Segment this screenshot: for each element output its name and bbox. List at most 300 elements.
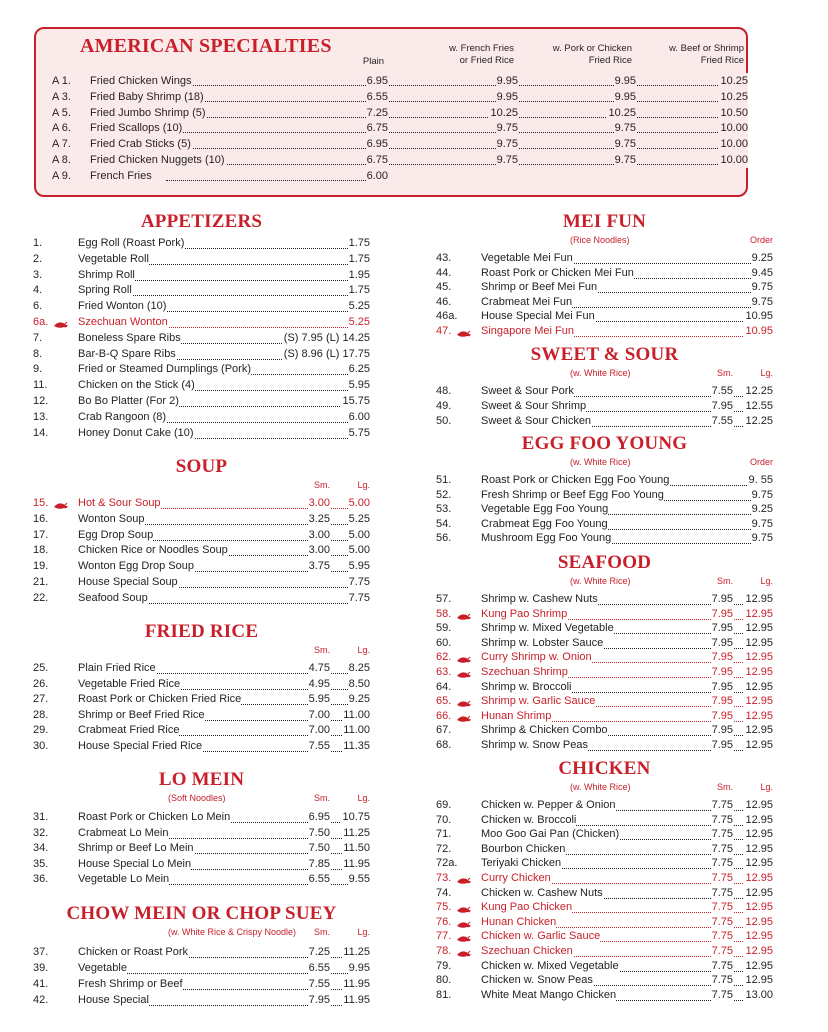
menu-item-row: [436, 900, 773, 916]
dot-leader: [118, 263, 360, 265]
item-name: House Special Lo Mein: [78, 857, 192, 870]
item-name: Shrimp w. Mixed Vegetable: [481, 622, 614, 635]
item-name: House Special Fried Rice: [78, 740, 203, 752]
menu-item-row: [436, 738, 773, 754]
menu-item-row: [436, 592, 773, 608]
item-name: Moo Goo Gai Pan (Chicken): [481, 828, 620, 841]
item-price: 12.95: [745, 607, 773, 620]
item-price: 7.75: [711, 988, 733, 1001]
item-price: 1.95: [348, 268, 370, 281]
item-number: 63.: [436, 666, 452, 678]
item-number: 48.: [436, 385, 452, 397]
item-price: 6.00: [366, 169, 388, 182]
menu-item-row: [436, 488, 773, 504]
item-number: A 6.: [52, 122, 71, 135]
item-price: 7.75: [711, 886, 733, 899]
item-price: 10.00: [720, 154, 748, 166]
menu-item-row: [33, 708, 370, 724]
item-price: 10.75: [342, 811, 370, 823]
item-name: Roast Pork or Chicken Fried Rice: [78, 693, 242, 706]
item-price: 11.95: [343, 994, 370, 1006]
menu-item-row: [33, 394, 370, 410]
menu-item-row: [33, 945, 370, 961]
item-price: 12.95: [745, 959, 773, 972]
item-price: 1.75: [348, 252, 370, 265]
item-number: 69.: [436, 799, 452, 811]
item-name: Crabmeat Lo Mein: [78, 826, 169, 839]
item-price: 12.95: [745, 709, 773, 722]
item-price: 7.95: [711, 680, 733, 693]
size-label: Lg.: [357, 793, 370, 803]
item-price: (S) 7.95 (L) 14.25: [283, 331, 370, 344]
size-label: Sm.: [716, 368, 733, 378]
item-price: 9.75: [751, 532, 773, 545]
item-number: 26.: [33, 677, 49, 690]
item-number: 59.: [436, 622, 452, 635]
item-name: Shrimp Roll: [78, 268, 135, 281]
menu-item-row: [436, 621, 773, 637]
item-price: 7.75: [711, 799, 733, 811]
item-price: 7.55: [308, 978, 330, 990]
item-price: 10.95: [745, 325, 773, 337]
item-name: Curry Shrimp w. Onion: [481, 651, 592, 664]
item-price: 11.50: [343, 842, 370, 855]
menu-item-row: [33, 723, 370, 739]
menu-item-row: [33, 872, 370, 888]
item-price: 5.25: [348, 300, 370, 313]
item-price: 3.25: [308, 512, 330, 525]
size-label: Sm.: [313, 793, 330, 803]
dot-leader: [166, 84, 740, 86]
item-price: 3.75: [308, 560, 330, 573]
item-name: Sweet & Sour Pork: [481, 385, 574, 397]
dot-leader: [166, 179, 380, 181]
section-title: FRIED RICE: [144, 621, 259, 642]
item-number: 29.: [33, 724, 49, 737]
menu-item-row: [436, 871, 773, 887]
item-name: Fried or Steamed Dumplings (Pork): [78, 363, 252, 376]
dot-leader: [118, 279, 360, 281]
menu-item-row: [33, 252, 370, 268]
item-name: Shrimp or Beef Mei Fun: [481, 281, 598, 294]
item-number: 74.: [436, 886, 452, 899]
column-header: Plain: [362, 56, 384, 67]
item-name: Mushroom Egg Foo Young: [481, 532, 612, 545]
item-price: 3.00: [308, 528, 330, 541]
item-name: Shrimp w. Broccoli: [481, 680, 572, 693]
menu-item-row: [436, 266, 773, 282]
item-number: 81.: [436, 988, 452, 1001]
american-specialties-box: [34, 27, 748, 197]
size-label: Sm.: [313, 927, 330, 937]
dot-leader: [166, 100, 740, 102]
item-name: Vegetable Lo Mein: [78, 873, 170, 886]
menu-item-row: [33, 841, 370, 857]
menu-item-row: [436, 309, 773, 325]
item-name: Bar-B-Q Spare Ribs: [78, 347, 176, 360]
item-price: 12.55: [745, 399, 773, 412]
item-name: Chicken or Roast Pork: [78, 946, 189, 958]
item-number: 35.: [33, 857, 49, 870]
menu-item-row: [436, 915, 773, 931]
item-price: 11.25: [343, 826, 370, 839]
item-price: 12.95: [745, 651, 773, 664]
size-label: Order: [749, 235, 773, 245]
item-price: 12.25: [745, 414, 773, 427]
item-name: Chicken w. Broccoli: [481, 813, 577, 826]
item-number: 52.: [436, 488, 452, 501]
section-subtitle: (Rice Noodles): [570, 235, 630, 245]
item-price: 7.95: [711, 622, 733, 635]
item-price: 10.25: [720, 75, 748, 87]
item-price: 7.75: [711, 901, 733, 914]
item-price: 9.25: [751, 252, 773, 264]
menu-item-row: [436, 723, 773, 739]
item-number: 42.: [33, 994, 49, 1006]
section-title: SEAFOOD: [557, 552, 652, 573]
item-number: 68.: [436, 739, 452, 751]
menu-item-row: [436, 694, 773, 710]
menu-item-row: [33, 993, 370, 1009]
item-name: House Special: [78, 994, 149, 1006]
section-subtitle: (Soft Noodles): [168, 793, 226, 803]
menu-item-row: [33, 283, 370, 299]
item-price: 9.75: [751, 517, 773, 530]
item-price: 12.95: [745, 799, 773, 811]
item-name: Szechuan Chicken: [481, 945, 573, 957]
item-number: 58.: [436, 607, 452, 620]
menu-item-row: [436, 798, 773, 814]
menu-item-row: [33, 977, 370, 993]
menu-item-row: [436, 636, 773, 652]
item-price: 7.75: [711, 945, 733, 957]
item-price: 10.00: [720, 122, 748, 135]
item-price: 7.55: [308, 740, 330, 752]
menu-item-row: [436, 502, 773, 518]
size-label: Sm.: [313, 645, 330, 655]
item-number: 18.: [33, 544, 49, 557]
item-name: Vegetable Roll: [78, 252, 149, 265]
item-name: Hunan Chicken: [481, 915, 557, 928]
size-label: Lg.: [357, 480, 370, 490]
item-number: 15.: [33, 497, 49, 509]
item-price: 4.75: [308, 662, 330, 674]
item-price: 10.95: [745, 310, 773, 323]
item-name: Fried Baby Shrimp (18): [90, 90, 204, 103]
item-number: 70.: [436, 813, 452, 826]
item-name: Teriyaki Chicken: [481, 857, 562, 870]
menu-item-row: [436, 813, 773, 829]
size-label: Lg.: [357, 927, 370, 937]
item-number: 46.: [436, 295, 452, 308]
menu-item-row: [33, 299, 370, 315]
item-price: 6.55: [308, 962, 330, 974]
item-number: 1.: [33, 237, 43, 249]
item-number: 78.: [436, 945, 452, 957]
item-name: Vegetable Mei Fun: [481, 252, 573, 264]
item-price: 12.95: [745, 724, 773, 737]
item-name: Honey Donut Cake (10): [78, 426, 194, 439]
item-number: 72a.: [436, 857, 458, 870]
item-price: 6.25: [348, 363, 370, 376]
item-number: 22.: [33, 591, 49, 604]
item-price: 6.95: [366, 75, 388, 87]
item-price: 7.75: [711, 930, 733, 943]
menu-item-row: [36, 120, 750, 136]
item-name: Shrimp & Chicken Combo: [481, 724, 608, 737]
item-number: 47.: [436, 325, 452, 337]
menu-item-row: [436, 414, 773, 430]
section-subtitle: (w. White Rice): [570, 576, 631, 586]
item-name: Wonton Soup: [78, 512, 145, 525]
item-price: 11.95: [343, 978, 370, 990]
item-number: 11.: [33, 379, 48, 392]
item-name: Wonton Egg Drop Soup: [78, 560, 194, 573]
item-price: 6.55: [366, 90, 388, 103]
item-price: 9.95: [496, 75, 518, 87]
menu-item-row: [33, 331, 370, 347]
item-name: Vegetable Fried Rice: [78, 677, 181, 690]
menu-item-row: [436, 473, 773, 489]
item-price: 12.95: [745, 915, 773, 928]
size-label: Lg.: [760, 368, 773, 378]
section-subtitle: (w. White Rice): [570, 782, 631, 792]
item-name: Vegetable: [78, 962, 127, 974]
item-price: 12.95: [745, 842, 773, 855]
section-subtitle: (w. White Rice): [570, 368, 631, 378]
item-name: Plain Fried Rice: [78, 662, 156, 674]
item-name: Crabmeat Mei Fun: [481, 295, 573, 308]
item-price: 5.00: [348, 544, 370, 557]
item-price: 5.25: [348, 316, 370, 328]
column-header: w. Beef or Shrimp Fried Rice: [669, 43, 744, 66]
column-header: w. Pork or Chicken Fried Rice: [552, 43, 632, 66]
menu-item-row: [436, 886, 773, 902]
item-number: 28.: [33, 708, 49, 721]
item-name: Shrimp w. Lobster Sauce: [481, 636, 604, 649]
item-price: 1.75: [348, 237, 370, 249]
item-number: 51.: [436, 474, 452, 486]
item-name: Sweet & Sour Chicken: [481, 414, 592, 427]
menu-item-row: [33, 661, 370, 677]
item-price: 9.75: [614, 122, 636, 135]
dot-leader: [118, 602, 360, 604]
item-price: 9.75: [751, 295, 773, 308]
item-price: 12.95: [745, 974, 773, 987]
item-price: 7.95: [711, 739, 733, 751]
menu-item-row: [33, 559, 370, 575]
item-number: 60.: [436, 636, 452, 649]
item-name: Fresh Shrimp or Beef: [78, 978, 183, 990]
item-price: 9.95: [496, 90, 518, 103]
item-price: 12.95: [745, 680, 773, 693]
item-number: A 5.: [52, 106, 71, 119]
item-price: 7.75: [711, 974, 733, 987]
item-price: 7.95: [711, 607, 733, 620]
item-price: 7.85: [308, 857, 330, 870]
item-number: 44.: [436, 266, 452, 279]
item-price: 6.95: [366, 138, 388, 151]
menu-item-row: [33, 543, 370, 559]
item-price: 7.95: [711, 636, 733, 649]
menu-item-row: [436, 827, 773, 843]
item-price: 13.00: [745, 988, 773, 1001]
section-title: APPETIZERS: [140, 211, 263, 232]
item-price: 7.95: [308, 994, 330, 1006]
section-title: CHOW MEIN OR CHOP SUEY: [66, 903, 337, 924]
item-name: Fried Jumbo Shrimp (5): [90, 106, 206, 119]
item-price: 7.75: [711, 857, 733, 870]
dot-leader: [166, 131, 740, 133]
item-price: 9.95: [614, 75, 636, 87]
item-name: House Special Soup: [78, 576, 178, 588]
item-price: (S) 8.96 (L) 17.75: [283, 347, 370, 360]
item-number: 66.: [436, 709, 452, 722]
section-title: SOUP: [175, 456, 228, 477]
item-price: 9. 55: [748, 474, 773, 486]
item-name: Chicken w. Mixed Vegetable: [481, 959, 619, 972]
menu-item-row: [436, 384, 773, 400]
item-number: 32.: [33, 826, 49, 839]
section-subtitle: (w. White Rice & Crispy Noodle): [168, 927, 297, 937]
item-price: 12.95: [745, 813, 773, 826]
item-name: Spring Roll: [78, 284, 132, 297]
item-price: 10.50: [720, 106, 748, 119]
item-number: 2.: [33, 252, 43, 265]
item-price: 12.95: [745, 857, 773, 870]
item-name: Shrimp or Beef Fried Rice: [78, 708, 205, 721]
menu-item-row: [36, 152, 750, 168]
item-name: Fried Chicken Wings: [90, 75, 192, 87]
item-name: Hot & Sour Soup: [78, 497, 161, 509]
item-name: Boneless Spare Ribs: [78, 331, 181, 344]
item-price: 12.95: [745, 666, 773, 678]
menu-item-row: [33, 528, 370, 544]
item-price: 10.25: [608, 106, 636, 119]
item-price: 7.25: [308, 946, 330, 958]
item-price: 7.75: [711, 828, 733, 841]
item-number: 45.: [436, 281, 452, 294]
menu-item-row: [436, 665, 773, 681]
item-price: 12.95: [745, 739, 773, 751]
item-price: 15.75: [342, 395, 370, 407]
item-price: 5.00: [348, 528, 370, 541]
size-label: Order: [749, 457, 773, 467]
item-name: Crabmeat Egg Foo Young: [481, 517, 608, 530]
item-price: 3.00: [308, 497, 330, 509]
item-price: 9.25: [348, 693, 370, 706]
item-price: 11.35: [343, 740, 370, 752]
menu-item-row: [33, 315, 370, 331]
item-price: 4.95: [308, 677, 330, 690]
size-label: Sm.: [716, 782, 733, 792]
item-number: A 1.: [52, 75, 71, 87]
item-name: French Fries: [90, 169, 152, 182]
menu-item-row: [33, 810, 370, 826]
column-header: w. French Fries or Fried Rice: [449, 43, 514, 66]
item-price: 5.00: [348, 497, 370, 509]
item-price: 1.75: [348, 284, 370, 297]
item-number: 43.: [436, 252, 452, 264]
menu-item-row: [36, 73, 750, 89]
item-price: 8.25: [348, 662, 370, 674]
item-price: 9.95: [348, 962, 370, 974]
item-number: 7.: [33, 331, 43, 344]
item-name: Seafood Soup: [78, 591, 148, 604]
item-price: 7.25: [366, 106, 388, 119]
item-name: House Special Mei Fun: [481, 310, 595, 323]
item-price: 9.45: [751, 266, 773, 279]
item-name: Szechuan Wonton: [78, 316, 168, 328]
item-number: 30.: [33, 740, 49, 752]
item-price: 12.95: [745, 695, 773, 708]
item-price: 12.95: [745, 622, 773, 635]
item-name: Hunan Shrimp: [481, 709, 552, 722]
item-name: Chicken Rice or Noodles Soup: [78, 544, 228, 557]
item-price: 12.95: [745, 930, 773, 943]
item-name: Shrimp w. Snow Peas: [481, 739, 588, 751]
item-price: 12.95: [745, 945, 773, 957]
menu-item-row: [436, 324, 773, 340]
item-number: 4.: [33, 284, 43, 297]
item-price: 9.75: [751, 281, 773, 294]
item-number: 53.: [436, 503, 452, 516]
item-name: Roast Pork or Chicken Mei Fun: [481, 266, 634, 279]
item-name: Chicken w. Snow Peas: [481, 974, 593, 987]
item-name: Fried Scallops (10): [90, 122, 183, 135]
item-price: 5.25: [348, 512, 370, 525]
item-price: 11.00: [343, 724, 370, 737]
menu-item-row: [33, 739, 370, 755]
item-name: Fried Crab Sticks (5): [90, 138, 191, 151]
item-price: 6.75: [366, 154, 388, 166]
menu-item-row: [33, 410, 370, 426]
item-price: 10.25: [490, 106, 518, 119]
item-number: 8.: [33, 347, 43, 360]
item-price: 9.75: [614, 154, 636, 166]
item-number: 65.: [436, 695, 452, 708]
item-number: 67.: [436, 724, 452, 737]
item-number: 6a.: [33, 316, 49, 328]
item-price: 12.95: [745, 901, 773, 914]
item-price: 5.75: [348, 426, 370, 439]
item-name: Kung Pao Chicken: [481, 901, 573, 914]
item-name: Shrimp w. Cashew Nuts: [481, 593, 598, 605]
item-name: Sweet & Sour Shrimp: [481, 399, 587, 412]
item-price: 7.95: [711, 724, 733, 737]
item-number: 46a.: [436, 310, 458, 323]
item-number: 41.: [33, 978, 49, 990]
item-number: 80.: [436, 974, 452, 987]
item-number: 21.: [33, 576, 49, 588]
item-price: 7.55: [711, 385, 733, 397]
item-number: 75.: [436, 901, 452, 914]
item-number: 76.: [436, 915, 452, 928]
section-title: LO MEIN: [158, 769, 245, 790]
item-price: 5.95: [308, 693, 330, 706]
american-specialties-title: AMERICAN SPECIALTIES: [80, 35, 332, 57]
item-name: Bo Bo Platter (For 2): [78, 395, 179, 407]
menu-item-row: [33, 268, 370, 284]
menu-item-row: [436, 709, 773, 725]
menu-item-row: [33, 362, 370, 378]
item-price: 12.95: [745, 828, 773, 841]
dot-leader: [166, 163, 740, 165]
size-label: Lg.: [760, 576, 773, 586]
item-name: Shrimp w. Garlic Sauce: [481, 695, 596, 708]
menu-item-row: [436, 944, 773, 960]
item-name: Shrimp or Beef Lo Mein: [78, 842, 194, 855]
